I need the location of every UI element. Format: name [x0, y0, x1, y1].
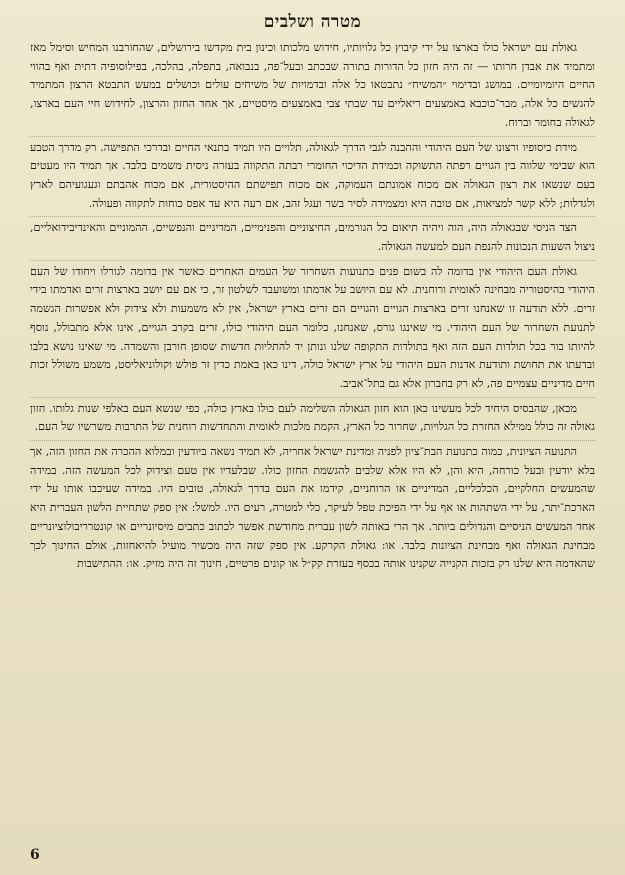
paragraph: גאולת עם ישראל כולו בארצו על ידי קיבוץ כל גלויותיו, חידוש מלכותו וכינון בית מקדשו בירושלים, שהחורבנו המחיש וסימל מאז ומתמיד את אבדן חרותו — זה היה חזון כל הדורות בתורה שבכתב ובעל־פה, בנבואה, בתפלה, בהלכה, בפילוסופיה דתית ואף בהווי החיים היומיומיים. במושג ובדימוי ״המשיח״ נתבטאו כל אלה ובדמויות של משיחים עולים וכושלים במעש התבטא הרצון המתמיד להגשים כל אלה, מבר־כוכבא באמצעים ריאליים עד שבתי צבי באמצעים מיסטיים, אך אחד החזון והרצון, לחידוש חיי העם בארצו, לגאולה בחומר וברוח. — [30, 37, 595, 137]
paragraph: הצד הניסי שבגאולה היה, הוה ויהיה תיאום כל הגורמים, החיצוניים והפנימיים, המדיניים והנפשיים, ההמוניים והאינדיבידואליים, ניצול השעות הנכונות להנפת העם למעשה הגאולה. — [30, 217, 595, 260]
article-body — [30, 37, 595, 577]
page-number: 6 — [30, 847, 40, 863]
paragraph: מידת כיסופיו ורצונו של העם היהודי וההבנה לגבי הדרך לגאולה, תלויים היו תמיד בתנאי החיים ובדרכי התפישה. רק מדרך הטבע הוא שבימי שלווה בין הגויים רפתה התשוקה וכמידת הדיכוי החומרי רבתה התקווה בעזרה ניסית משמים בלבד. אך תמיד היו מעטים בעם שנשאו את רצון הגאולה אם מכוח אמונתם העמוקה, אם מכוח תפישתם ההיסטורית, אם מכוח אהבתם וגעגועיהם לארץ ולגדלות; ללא קשר למציאות, אם טובה היא ומצמידה לסיר בשר ועגל זהב, אם רעה היא עד אפס כוחות לתקווה ופעולה. — [30, 137, 595, 218]
paragraph: גאולת העם היהודי אין בדומה לה בשום פנים בתנועות השחרור של העמים האחרים כאשר אין בדומה לגורלו ויחודו של העם היהודי בהיסטוריה מבחינה לאומית ורוחנית. לא עם היושב על אדמתו ומשועבד לשלטון זר, כי אם עם יושב בארצות זרים ואדמתו בידי זרים. ללא תודעה זו שאנחנו זרים בארצות הגויים והגויים הם זרים בארץ ישראל, אין לא משמעות ולא צידוק ולא אפשרות הגשמה לתנועת השחרור של העם היהודי. מי שאינגו גורס, שאנחנו, כלומר העם היהודי כולו, זרים בקרב הגויים, אינו אלא מתבולל, נוסף להיותו בור בכל תולדות העם הזה ואף בתולדות התקופה שלנו ונותן יד להתליות חדשות שסופן חורבן והשמדה. מי שאינו נושא בלבו ובדעתו את תחושת ותודעת אדנות העם היהודי על ארץ ישראל כולה, דינו כאן באמת כדין זר פולש וקולוניאליסט, משמע משולל זכות חיים מדיניים עצמיים פה, לא רק בחברון אלא גם בתל־אביב. — [30, 261, 595, 398]
paragraph: התנועה הציונית, כמוה כתנועת הבת־ציון לפניה ומדינת ישראל אחריה, לא תמיד נשאה ביודעין ובמלוא ההכרה את החזון הזה, אך בלא יודעין ובעל כורחה, היא והן, לא היו אלא שלבים להגשמת החזון כולו. שבלעדיו אין טעם וצידוק לכל המעשה הזה. במידה שהמעשים החלקיים, הכלכליים, המדיניים או הרוחניים, קידמו את העם בדרך לגאולה, טובים היו. במידה שעיכבו אותו על ידי הארכת־יתר, על ידי השתהות או אף על ידי הפיכת טפל לעיקר, כלי למטרה, רעים היו. למשל: אין ספק שתחיית הלשון העברית היא אחד המעשים הניסיים והגדולים ביותר. אך הרי באותה לשון עברית מחודשת אפשר לכתוב כתבים מיסיונריים או קונטרריבולוציונריים מבחינת הגאולה ואף מבחינת הציונות בלבד. או: גאולת הקרקע. אין ספק שזה היה מכשיר מועיל להיאחזות, אולם החינוך לכך שהאדמה היא שלנו רק בזכות הקנייה שקנינו אותה בכסף בעזרת קק״ל או קונים פרטיים, חינוך זה היה מזיק. או: ההתישבות — [30, 445, 595, 571]
paragraph: מכאן, שהבסיס היחיד לכל מעשינו כאן הוא חזון הגאולה השלימה לעם כולו בארץ כולה, כפי שנשא העם באלפי שנות גלותו. חזון גאולה זה כולל ממילא החזרת כל הגלויות, שחרור כל הארץ, הקמת מלכות לאומית והתחדשות רוחנית של התרבות משרשיו של העם. — [30, 398, 595, 441]
page-title: מטרה ושלבים — [263, 12, 362, 32]
